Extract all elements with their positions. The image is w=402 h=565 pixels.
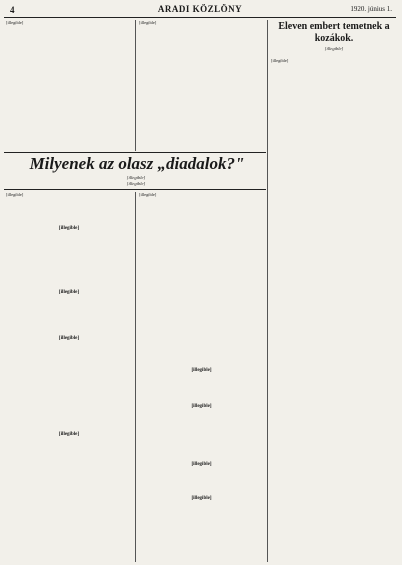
left-column bbox=[6, 192, 132, 562]
middle-subheading-3: [illegible] bbox=[139, 462, 264, 468]
right-story-subtitle: [illegible] bbox=[324, 46, 344, 51]
main-headline: Milyenek az olasz „diadalok?" bbox=[29, 154, 245, 173]
newspaper-title: ARADI KÖZLÖNY bbox=[157, 4, 243, 14]
right-story-headline: Eleven embert temetnek a kozákok. bbox=[278, 21, 390, 44]
middle-column bbox=[139, 192, 264, 562]
middle-column-text: [illegible] bbox=[139, 192, 157, 197]
headline-bottom-rule bbox=[4, 189, 266, 190]
page-header bbox=[4, 4, 396, 16]
left-top-column bbox=[6, 20, 132, 151]
main-headline-subtitle-2: [illegible] bbox=[126, 181, 146, 186]
left-subheading-3: [illegible] bbox=[6, 336, 132, 342]
left-top-text: [illegible] bbox=[6, 20, 24, 25]
middle-top-text: [illegible] bbox=[139, 20, 157, 25]
issue-date: 1920. június 1. bbox=[350, 5, 392, 13]
middle-subheading-4: [illegible] bbox=[139, 496, 264, 502]
left-subheading-4: [illegible] bbox=[6, 432, 132, 438]
headline-top-rule bbox=[4, 152, 266, 153]
left-subheading-1: [illegible] bbox=[6, 226, 132, 232]
page-number: 4 bbox=[10, 5, 15, 15]
middle-subheading-2: [illegible] bbox=[139, 404, 264, 410]
middle-subheading-1: [illegible] bbox=[139, 368, 264, 374]
column-divider bbox=[135, 192, 136, 562]
middle-top-column bbox=[139, 20, 264, 151]
column-divider bbox=[267, 20, 268, 562]
column-divider bbox=[135, 20, 136, 151]
left-column-text-1: [illegible] bbox=[6, 192, 24, 197]
right-story-text: [illegible] bbox=[271, 58, 289, 63]
right-story-column bbox=[271, 58, 397, 562]
left-subheading-2: [illegible] bbox=[6, 290, 132, 296]
header-rule bbox=[4, 17, 396, 18]
main-headline-subtitle: [illegible] bbox=[126, 175, 146, 180]
